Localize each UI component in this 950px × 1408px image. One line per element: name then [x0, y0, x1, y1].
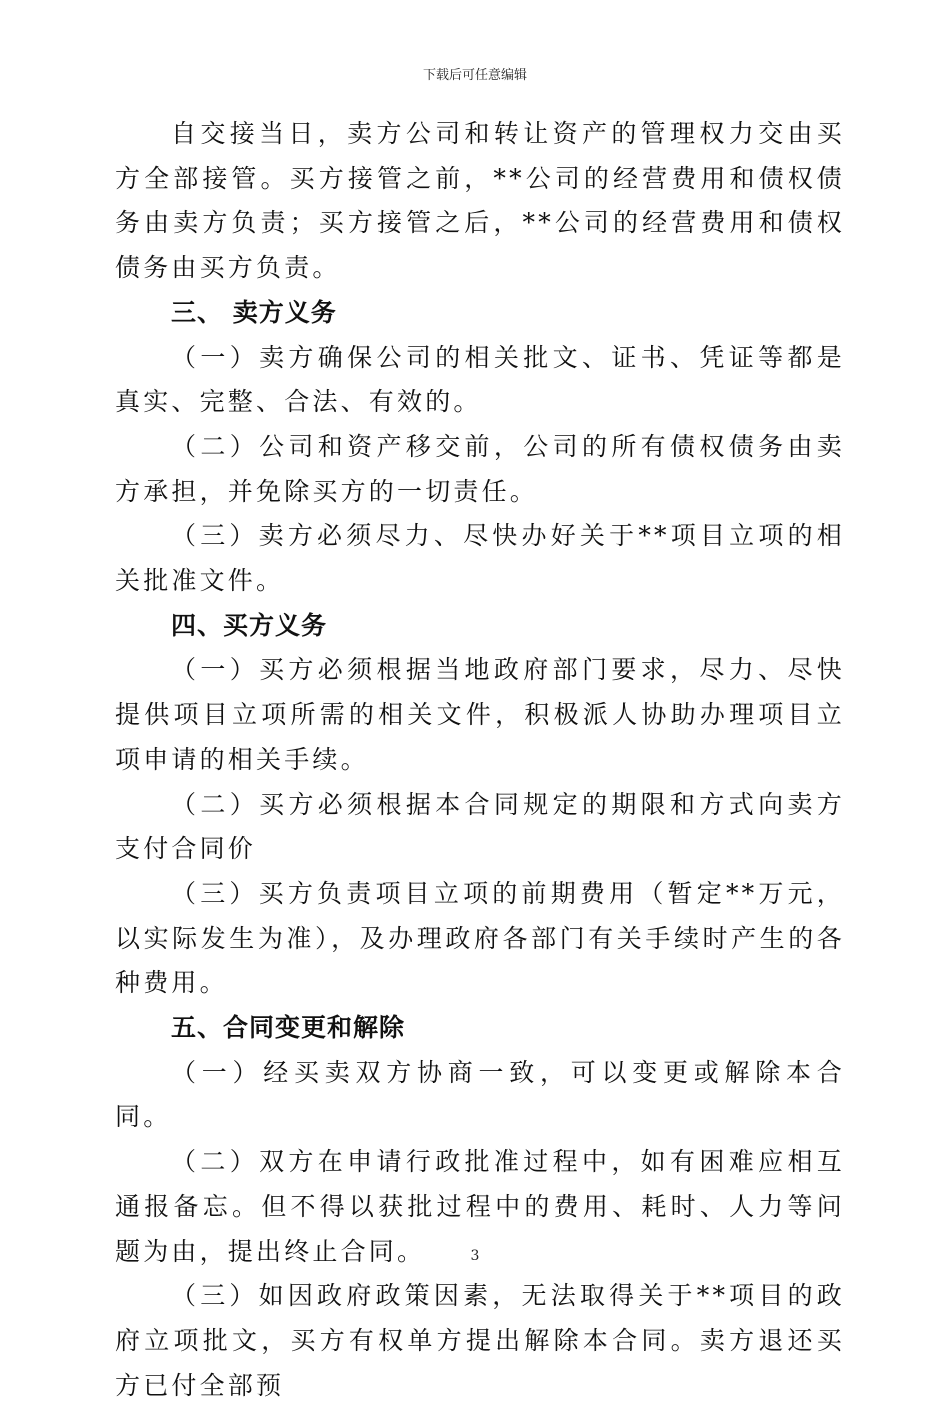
paragraph-handover: 自交接当日，卖方公司和转让资产的管理权力交由买方全部接管。买方接管之前，**公司的经营费用和债权债务由卖方负责；买方接管之后，**公司的经营费用和债权债务由买方负责。 — [115, 119, 845, 283]
section-heading-seller-obligations: 三、 卖方义务 — [171, 297, 337, 327]
contract-change-1: （一）经买卖双方协商一致，可以变更或解除本合同。 — [115, 1057, 845, 1132]
seller-obligation-2: （二）公司和资产移交前，公司的所有债权债务由卖方承担，并免除买方的一切责任。 — [115, 431, 845, 506]
contract-change-3: （三）如因政府政策因素，无法取得关于**项目的政府立项批文，买方有权单方提出解除本合同。卖方退还买方已付全部预 — [115, 1281, 845, 1400]
contract-change-2: （二）双方在申请行政批准过程中，如有困难应相互通报备忘。但不得以获批过程中的费用、耗时、人力等问题为由，提出终止合同。 — [115, 1147, 845, 1266]
buyer-obligation-2: （二）买方必须根据本合同规定的期限和方式向卖方支付合同价 — [115, 789, 845, 864]
page-header: 下载后可任意编辑 — [422, 68, 527, 83]
seller-obligation-3: （三）卖方必须尽力、尽快办好关于**项目立项的相关批准文件。 — [115, 521, 845, 596]
section-heading-contract-change: 五、合同变更和解除 — [171, 1013, 406, 1043]
page-number: 3 — [470, 1248, 480, 1264]
section-heading-buyer-obligations: 四、买方义务 — [171, 610, 328, 640]
buyer-obligation-1: （一）买方必须根据当地政府部门要求，尽力、尽快提供项目立项所需的相关文件，积极派人协助办理项目立项申请的相关手续。 — [115, 655, 845, 774]
buyer-obligation-3: （三）买方负责项目立项的前期费用（暂定**万元，以实际发生为准），及办理政府各部门有关手续时产生的各种费用。 — [115, 878, 845, 998]
seller-obligation-1: （一）卖方确保公司的相关批文、证书、凭证等都是真实、完整、合法、有效的。 — [115, 342, 845, 417]
document-body — [115, 112, 845, 1408]
